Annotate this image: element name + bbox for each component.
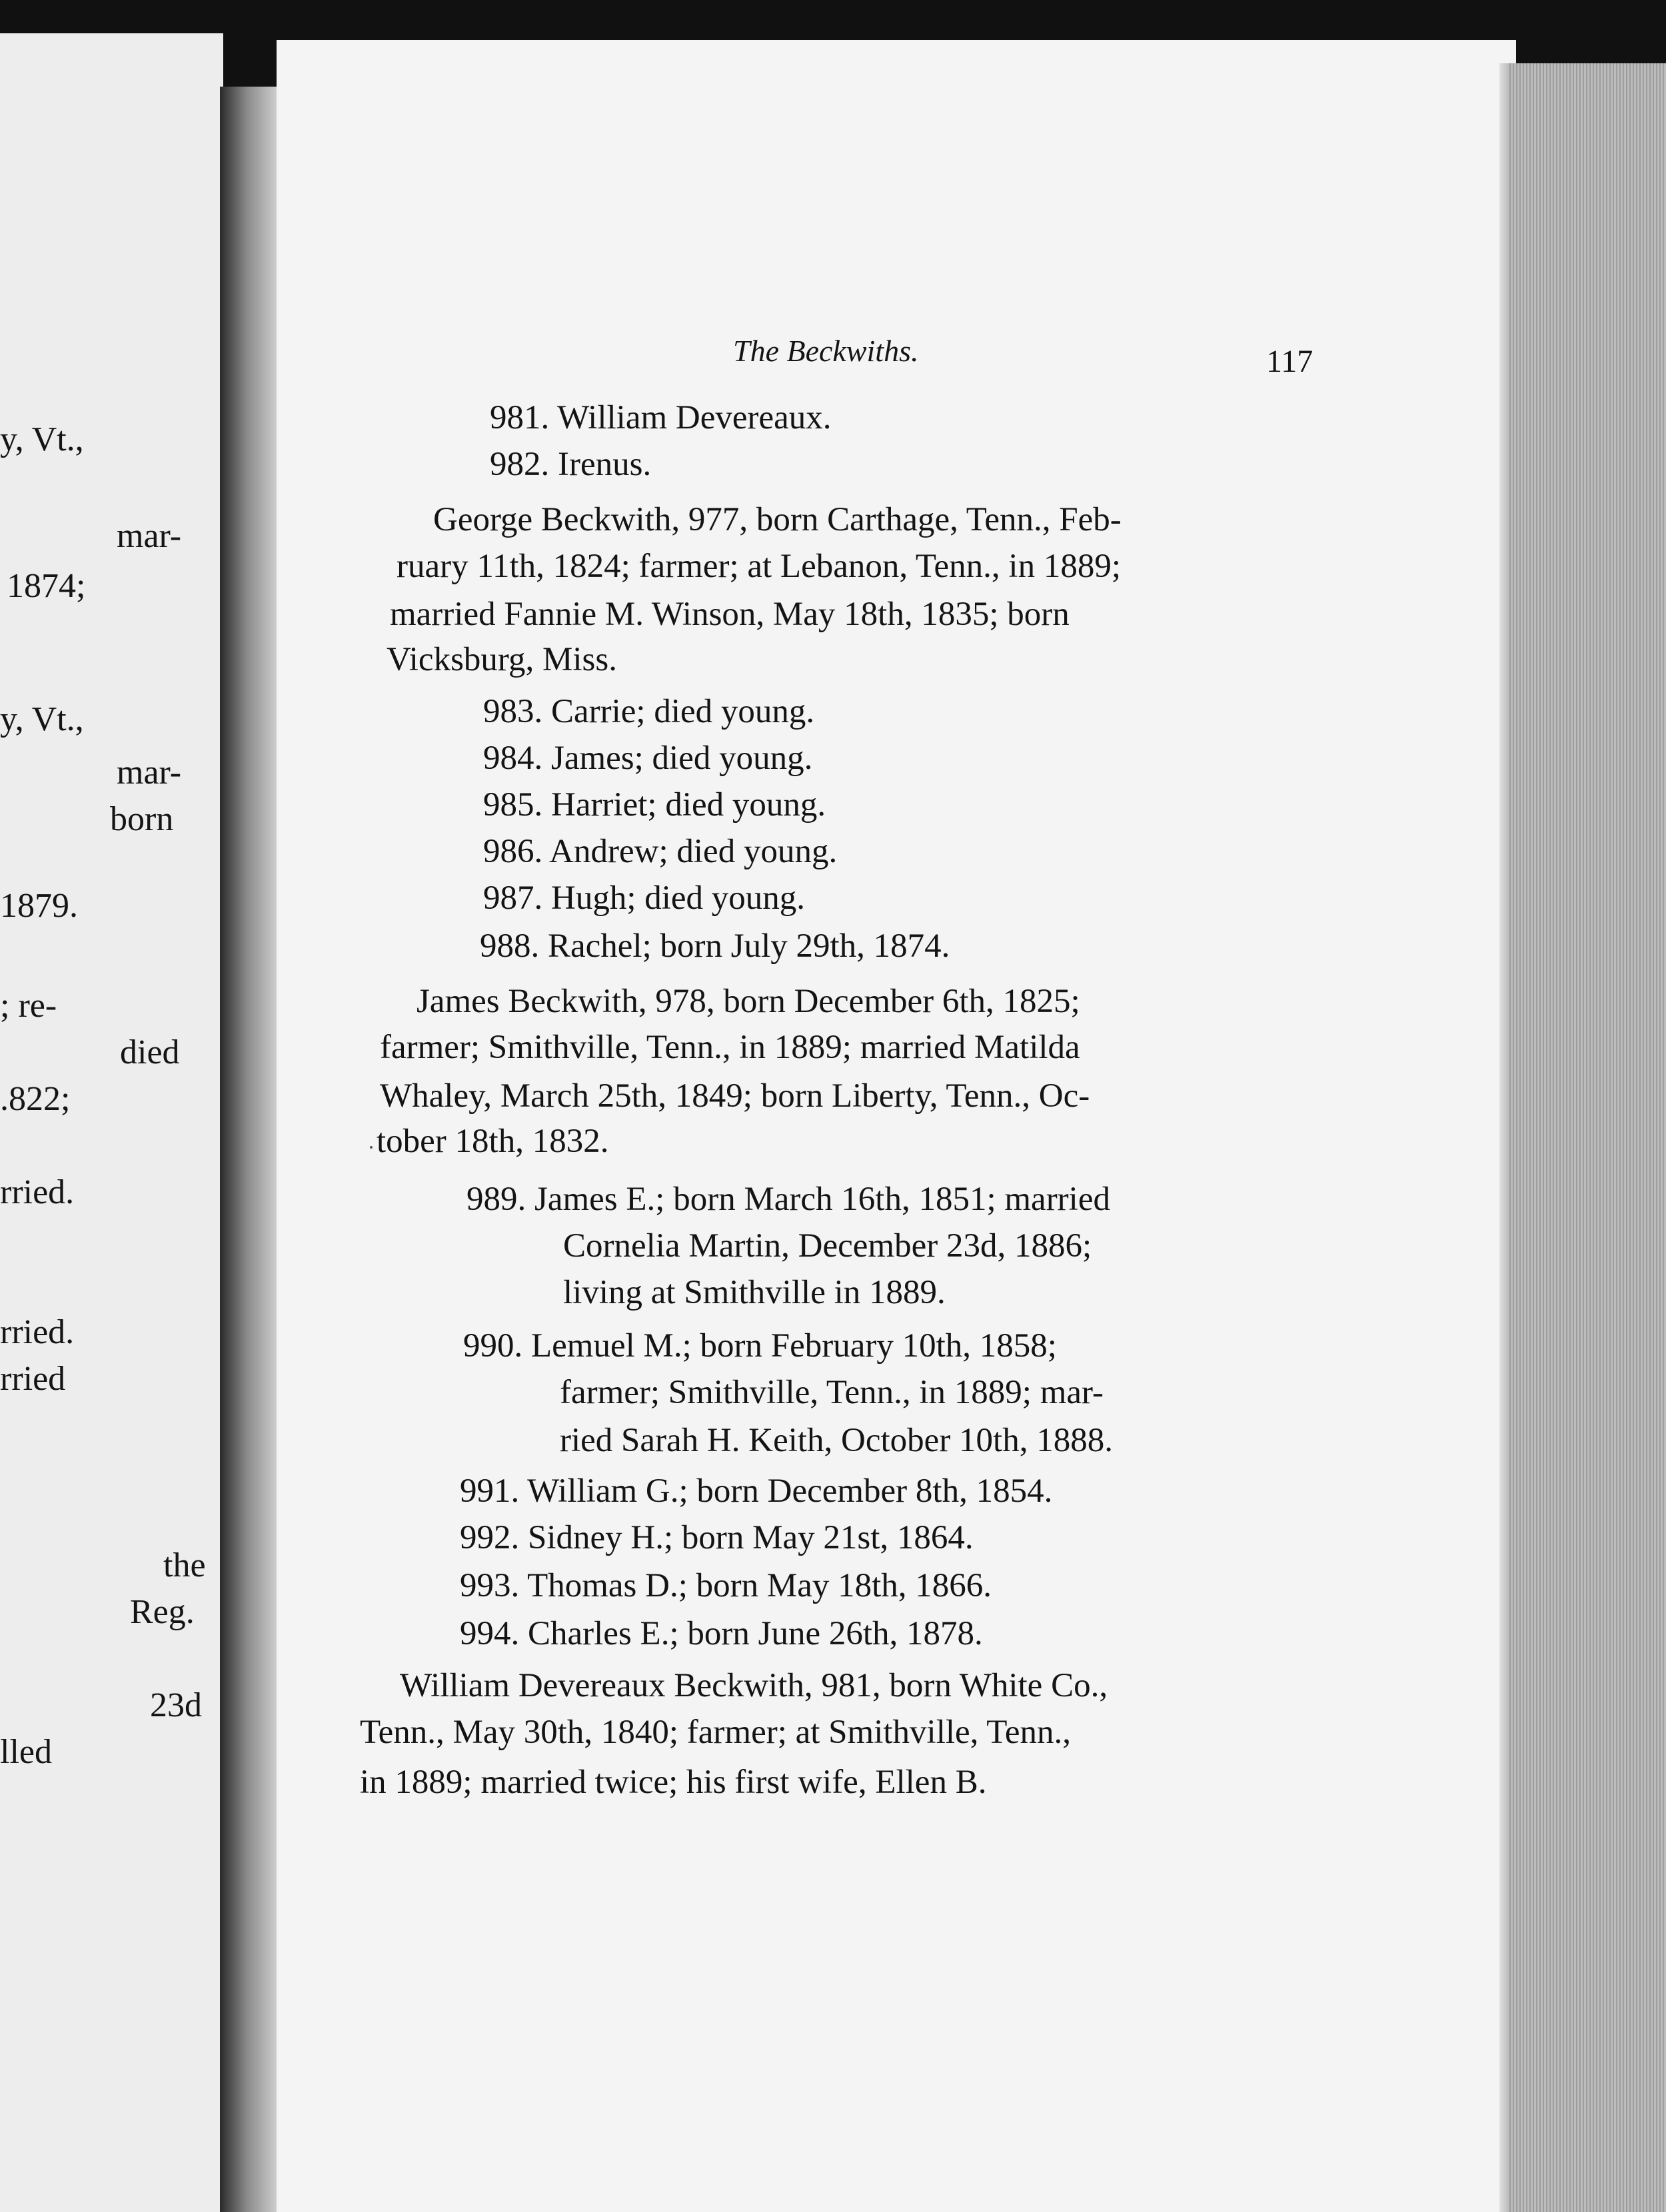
text-line: George Beckwith, 977, born Carthage, Tenn., Feb-: [433, 501, 1122, 538]
left-fragment: Reg.: [130, 1593, 195, 1631]
running-head: The Beckwiths.: [733, 334, 919, 368]
text-line: 983. Carrie; died young.: [483, 693, 815, 730]
text-line: married Fannie M. Winson, May 18th, 1835; born: [390, 596, 1070, 633]
left-fragment: mar-: [117, 754, 182, 792]
text-line: 984. James; died young.: [483, 740, 813, 777]
left-fragment: born: [110, 800, 174, 838]
text-line: ruary 11th, 1824; farmer; at Lebanon, Tenn., in 1889;: [397, 548, 1121, 585]
text-line: Cornelia Martin, December 23d, 1886;: [563, 1227, 1092, 1265]
left-fragment: 1874;: [7, 567, 86, 605]
left-fragment: rried.: [0, 1313, 75, 1351]
left-fragment: .822;: [0, 1080, 71, 1118]
text-line: 988. Rachel; born July 29th, 1874.: [480, 927, 950, 965]
text-line: tober 18th, 1832.: [377, 1123, 609, 1160]
text-line: 982. Irenus.: [490, 446, 652, 483]
text-line: in 1889; married twice; his first wife, Ellen B.: [360, 1764, 987, 1801]
text-line: 986. Andrew; died young.: [483, 833, 838, 870]
stray-mark: [370, 1146, 373, 1149]
left-fragment: mar-: [117, 517, 182, 555]
left-fragment: the: [163, 1546, 206, 1584]
text-line: living at Smithville in 1889.: [563, 1274, 946, 1311]
page-edges: [1509, 63, 1666, 2212]
left-fragment: died: [120, 1033, 180, 1071]
text-line: 981. William Devereaux.: [490, 399, 832, 436]
text-line: 993. Thomas D.; born May 18th, 1866.: [460, 1567, 992, 1604]
text-line: 991. William G.; born December 8th, 1854.: [460, 1472, 1053, 1510]
text-line: farmer; Smithville, Tenn., in 1889; mar-: [560, 1374, 1104, 1411]
left-fragment: rried.: [0, 1173, 75, 1211]
left-fragment: lled: [0, 1733, 52, 1771]
book-gutter: [220, 87, 280, 2212]
text-line: Whaley, March 25th, 1849; born Liberty, Tenn., Oc-: [380, 1077, 1090, 1115]
left-fragment: y, Vt.,: [0, 700, 84, 738]
text-line: farmer; Smithville, Tenn., in 1889; married Matilda: [380, 1029, 1080, 1066]
text-line: Vicksburg, Miss.: [387, 641, 617, 678]
text-line: Tenn., May 30th, 1840; farmer; at Smithville, Tenn.,: [360, 1714, 1071, 1751]
text-line: 994. Charles E.; born June 26th, 1878.: [460, 1615, 983, 1652]
text-line: 985. Harriet; died young.: [483, 786, 826, 824]
page-number: 117: [1266, 344, 1313, 379]
text-line: James Beckwith, 978, born December 6th, 1825;: [416, 983, 1080, 1020]
left-fragment: 1879.: [0, 887, 78, 925]
left-page: [0, 33, 223, 2212]
text-line: 987. Hugh; died young.: [483, 879, 806, 917]
text-line: 989. James E.; born March 16th, 1851; married: [466, 1181, 1110, 1218]
text-line: 990. Lemuel M.; born February 10th, 1858;: [463, 1327, 1057, 1365]
text-line: William Devereaux Beckwith, 981, born White Co.,: [400, 1667, 1108, 1704]
left-fragment: y, Vt.,: [0, 420, 84, 458]
left-fragment: 23d: [150, 1686, 202, 1724]
text-line: ried Sarah H. Keith, October 10th, 1888.: [560, 1422, 1113, 1459]
text-line: 992. Sidney H.; born May 21st, 1864.: [460, 1519, 974, 1556]
left-fragment: rried: [0, 1360, 66, 1398]
left-fragment: ; re-: [0, 987, 57, 1025]
